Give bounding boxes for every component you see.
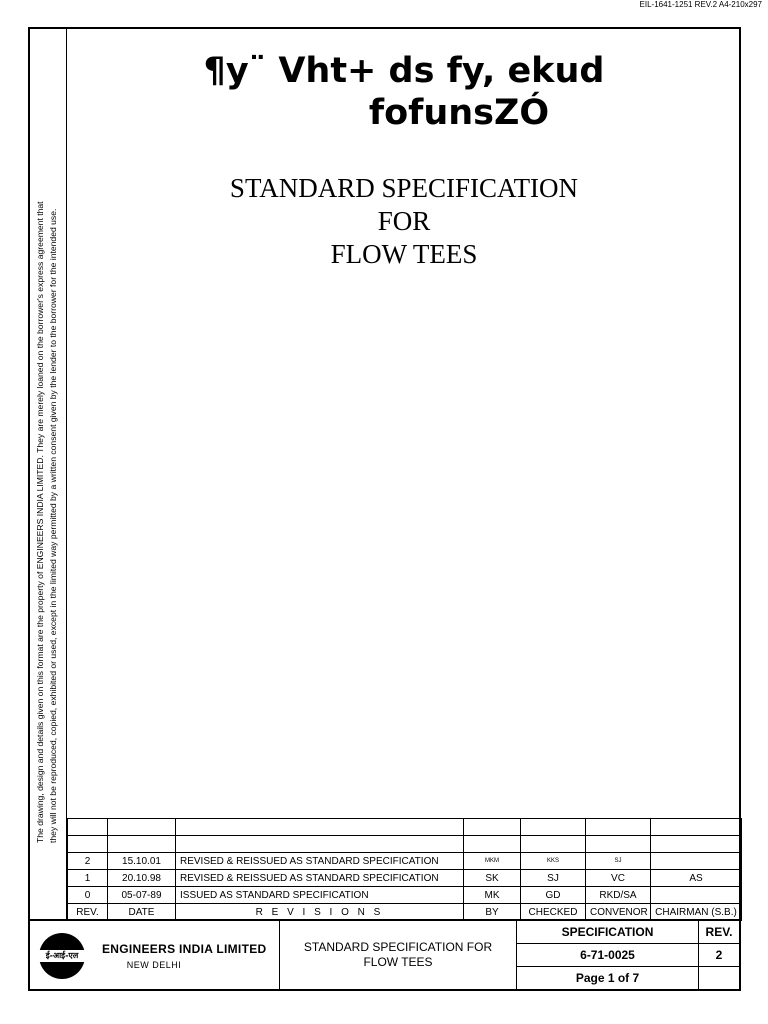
date-cell: 20.10.98 xyxy=(108,870,176,887)
header-by: BY xyxy=(464,904,521,921)
chairman-cell xyxy=(651,887,742,904)
revision-header-row xyxy=(68,904,742,921)
company-name: ENGINEERS INDIA LIMITED xyxy=(102,942,267,956)
description-cell xyxy=(176,819,464,836)
ownership-notice-line-2: they will not be reproduced, copied, exhibited or used, except in the limited way permitted by a written consent given by the lender to the borrower for the intended use. xyxy=(48,208,58,843)
by-cell: SK xyxy=(464,870,521,887)
rev-cell: 0 xyxy=(68,887,108,904)
header-date: DATE xyxy=(108,904,176,921)
checked-cell xyxy=(521,836,586,853)
date-cell xyxy=(108,836,176,853)
convenor-cell: RKD/SA xyxy=(586,887,651,904)
description-cell: ISSUED AS STANDARD SPECIFICATION xyxy=(176,887,464,904)
document-title-block xyxy=(280,921,517,989)
description-cell xyxy=(176,836,464,853)
document-title-line-2: FLOW TEES xyxy=(363,955,433,969)
rev-cell xyxy=(68,819,108,836)
chairman-cell xyxy=(651,836,742,853)
by-cell: MKM xyxy=(464,853,521,870)
ownership-notice xyxy=(34,103,60,843)
hindi-title-line-1: ¶y¨ Vht+ ds fy, ekud xyxy=(203,51,605,91)
document-title-line-1: STANDARD SPECIFICATION FOR xyxy=(303,940,493,954)
header-checked: CHECKED xyxy=(521,904,586,921)
checked-cell: GD xyxy=(521,887,586,904)
header-chairman: CHAIRMAN (S.B.) xyxy=(651,904,742,921)
chairman-cell: AS xyxy=(651,870,742,887)
hindi-title xyxy=(67,50,741,134)
table-row xyxy=(68,853,742,870)
rev-cell xyxy=(68,836,108,853)
eil-logo-icon xyxy=(39,933,85,979)
convenor-cell: VC xyxy=(586,870,651,887)
header-revisions: R E V I S I O N S xyxy=(176,904,464,921)
company-block xyxy=(30,921,280,989)
revision-table xyxy=(67,818,742,921)
specification-block xyxy=(517,921,739,989)
english-title xyxy=(67,172,741,271)
by-cell xyxy=(464,819,521,836)
checked-cell xyxy=(521,819,586,836)
english-title-line-2: FOR xyxy=(377,206,431,236)
header-convenor: CONVENOR xyxy=(586,904,651,921)
page-number: Page 1 of 7 xyxy=(517,967,699,989)
date-cell: 15.10.01 xyxy=(108,853,176,870)
checked-cell: SJ xyxy=(521,870,586,887)
ownership-notice-line-1: The drawing, design and details given on this format are the property of ENGINEERS INDIA LIMITED. They are merely loaned on the borrower's express agreement that xyxy=(35,201,45,843)
english-title-line-1: STANDARD SPECIFICATION xyxy=(229,173,579,203)
table-row xyxy=(68,870,742,887)
rev-cell: 2 xyxy=(68,853,108,870)
convenor-cell xyxy=(586,836,651,853)
convenor-cell: SJ xyxy=(586,853,651,870)
description-cell: REVISED & REISSUED AS STANDARD SPECIFICATION xyxy=(176,870,464,887)
logo-text: ई-आई-एल xyxy=(45,951,79,960)
convenor-cell xyxy=(586,819,651,836)
specification-number: 6-71-0025 xyxy=(517,944,699,967)
specification-label: SPECIFICATION xyxy=(517,921,699,944)
company-city: NEW DELHI xyxy=(126,960,182,970)
by-cell xyxy=(464,836,521,853)
description-cell: REVISED & REISSUED AS STANDARD SPECIFICATION xyxy=(176,853,464,870)
rev-number: 2 xyxy=(699,944,739,967)
reference-code: EIL-1641-1251 REV.2 A4-210x297 xyxy=(639,0,762,9)
rev-label: REV. xyxy=(699,921,739,944)
header-rev: REV. xyxy=(68,904,108,921)
checked-cell: KKS xyxy=(521,853,586,870)
chairman-cell xyxy=(651,853,742,870)
chairman-cell xyxy=(651,819,742,836)
rev-cell: 1 xyxy=(68,870,108,887)
hindi-title-line-2: fofunsZÓ xyxy=(368,93,550,133)
table-row xyxy=(68,887,742,904)
table-row xyxy=(68,836,742,853)
date-cell: 05-07-89 xyxy=(108,887,176,904)
date-cell xyxy=(108,819,176,836)
by-cell: MK xyxy=(464,887,521,904)
english-title-line-3: FLOW TEES xyxy=(330,239,478,269)
table-row xyxy=(68,819,742,836)
